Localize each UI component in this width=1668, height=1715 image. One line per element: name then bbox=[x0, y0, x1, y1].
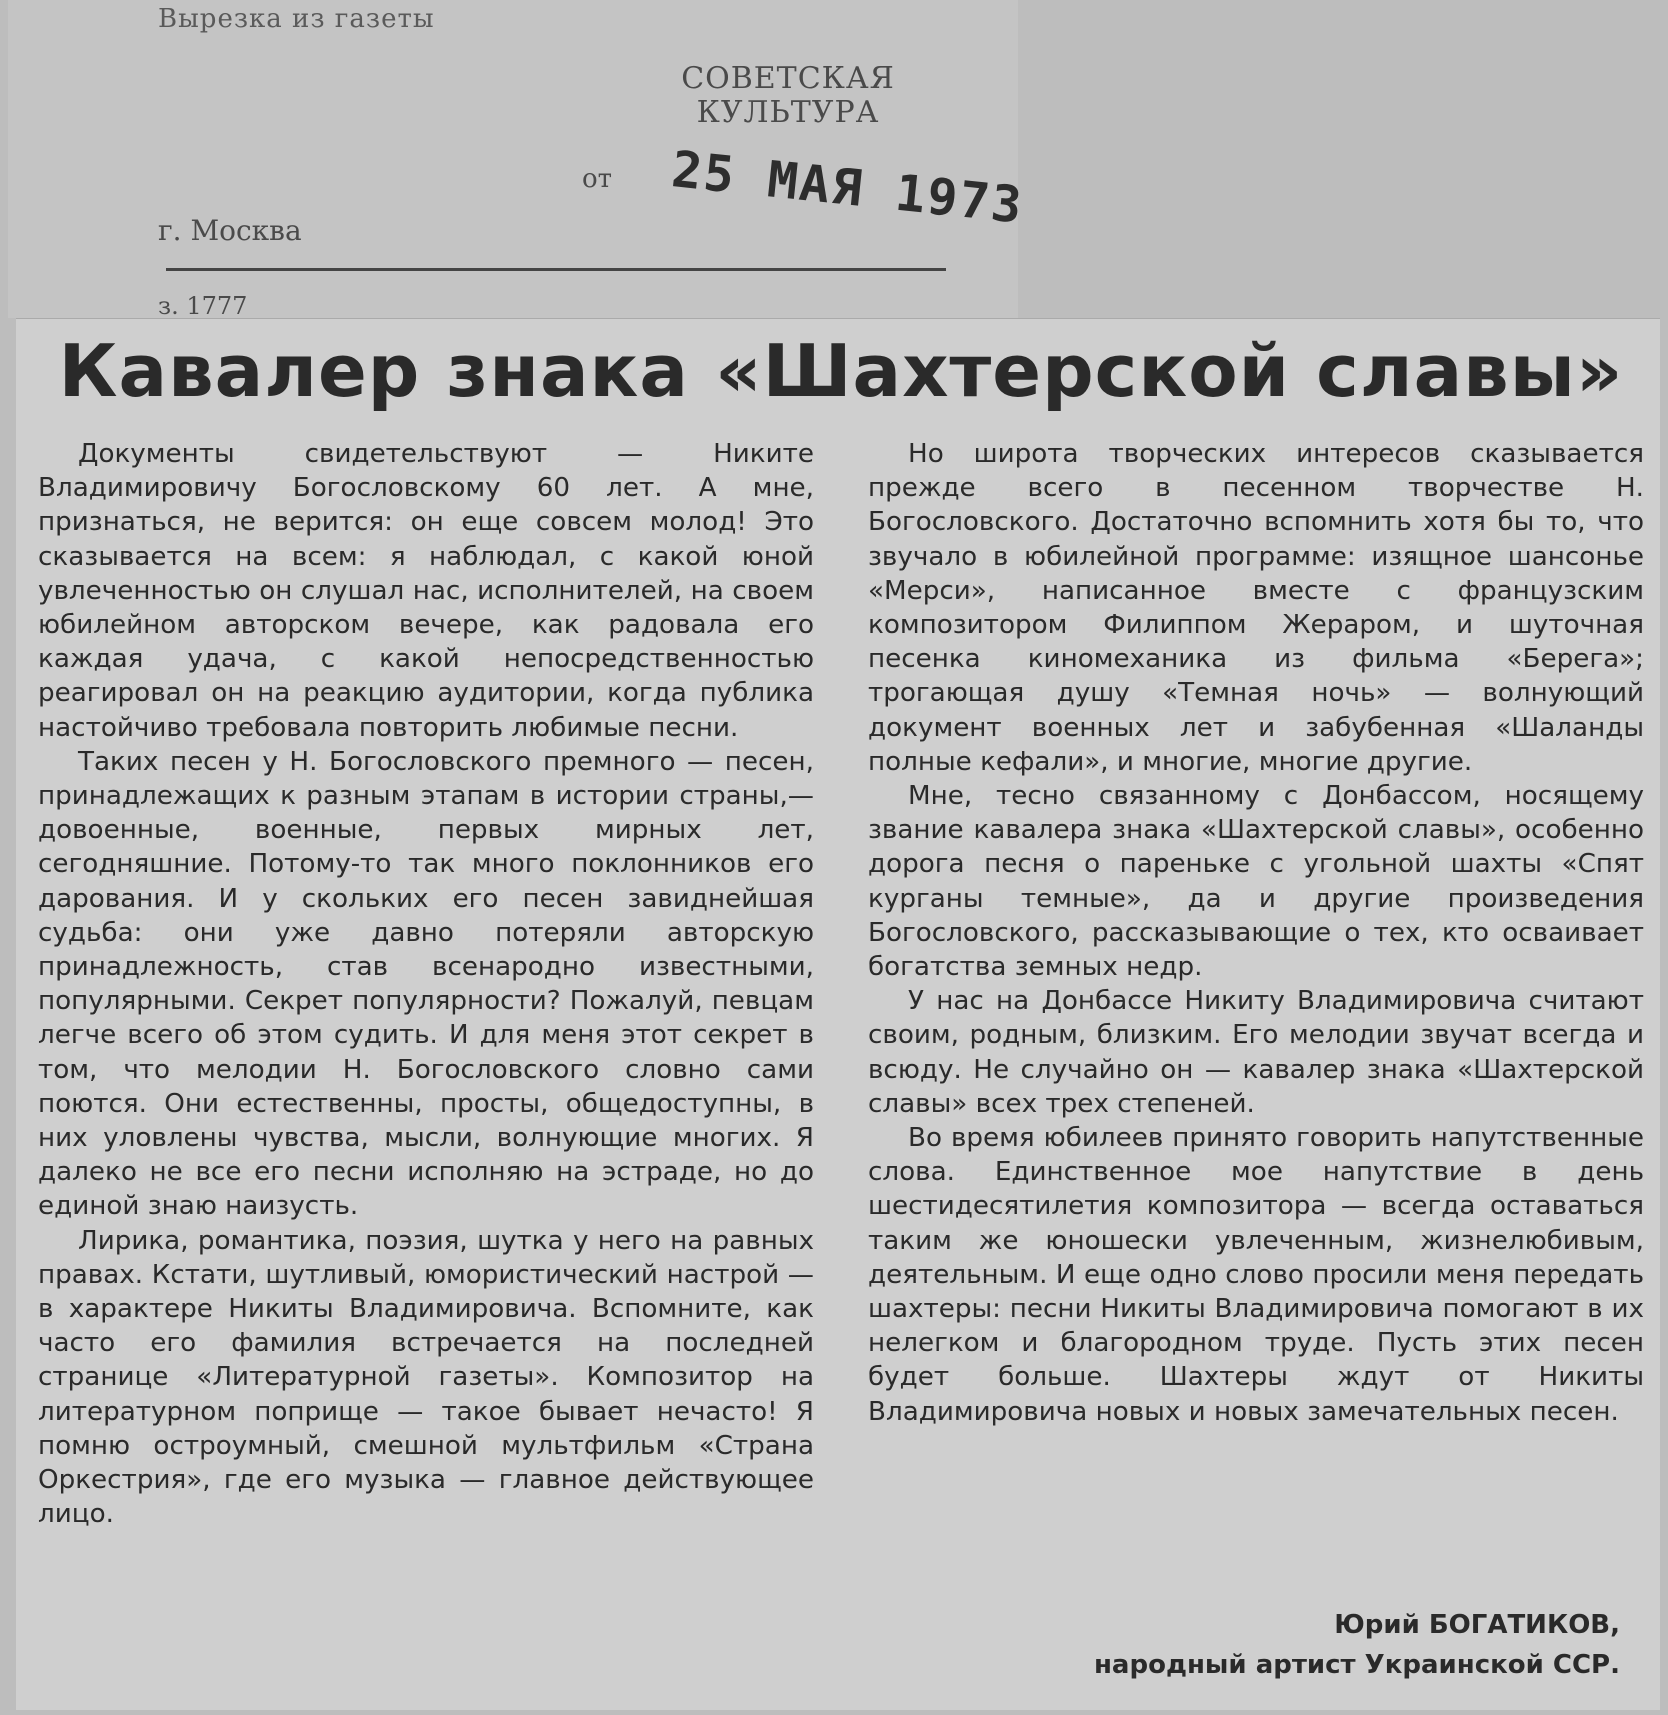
paragraph: Лирика, романтика, поэзия, шутка у него на равных правах. Кстати, шутливый, юмористический настрой — в характере Никиты Владимировича. Вспомните, как часто его фамилия встречается на последней странице «Литературной газеты». Композитор на литературном поприще — такое бывает нечасто! Я помню остроумный, смешной мультфильм «Страна Оркестрия», где его музыка — главное действующее лицо. bbox=[38, 1225, 814, 1530]
paragraph: Документы свидетельствуют — Никите Владимировичу Богословскому 60 лет. А мне, признаться, не верится: он еще совсем молод! Это сказывается на всем: я наблюдал, с какой юной увлеченностью он слушал нас, исполнителей, на своем юбилейном авторском вечере, как радовала его каждая удача, с какой непосредственностью реагировал он на реакцию аудитории, когда публика настойчиво требовала повторить любимые песни. bbox=[38, 439, 814, 743]
article bbox=[16, 318, 1660, 1710]
paragraph: У нас на Донбассе Никиту Владимировича считают своим, родным, близким. Его мелодии звучат всегда и всюду. Не случайно он — кавалер знака «Шахтерской славы» всех трех степеней. bbox=[868, 986, 1644, 1119]
right-column bbox=[868, 437, 1644, 1429]
left-column bbox=[38, 437, 814, 1532]
date-prefix: от bbox=[582, 164, 613, 194]
newspaper-name bbox=[668, 62, 908, 130]
author-name: Юрий БОГАТИКОВ, bbox=[1334, 1610, 1620, 1640]
paragraph: Таких песен у Н. Богословского премного — песен, принадлежащих к разным этапам в истории страны,— довоенные, военные, первых мирных лет, сегодняшние. Потому-то так много поклонников его дарования. И у скольких его песен завиднейшая судьба: они уже давно потеряли авторскую принадлежность, став всенародно известными, популярными. Секрет популярности? Пожалуй, певцам легче всего об этом судить. И для меня этот секрет в том, что мелодии Н. Богословского словно сами поются. Они естественны, просты, общедоступны, в них уловлены чувства, мысли, волнующие многих. Я далеко не все его песни исполняю на эстраде, но до единой знаю наизусть. bbox=[38, 746, 814, 1222]
headline: Кавалер знака «Шахтерской славы» bbox=[58, 329, 1624, 413]
clipping-label: Вырезка из газеты bbox=[158, 4, 435, 34]
author-title: народный артист Украинской ССР. bbox=[1093, 1650, 1620, 1680]
clipping-header bbox=[8, 0, 1027, 318]
paragraph: Во время юбилеев принято говорить напутственные слова. Единственное мое напутствие в день шестидесятилетия композитора — всегда оставаться таким же юношески увлеченным, жизнелюбивым, деятельным. И еще одно слово просили меня передать шахтеры: песни Никиты Владимировича помогают в их нелегком и благородном труде. Пусть этих песен будет больше. Шахтеры ждут от Никиты Владимировича новых и новых замечательных песен. bbox=[868, 1123, 1644, 1427]
city: г. Москва bbox=[158, 214, 302, 247]
author-signature bbox=[920, 1605, 1620, 1685]
newspaper-name-line1: СОВЕТСКАЯ bbox=[681, 61, 895, 96]
date-stamp: 25 МАЯ 1973 bbox=[668, 140, 1027, 235]
order-number: з. 1777 bbox=[158, 292, 248, 318]
divider bbox=[166, 268, 946, 271]
paragraph: Но широта творческих интересов сказывается прежде всего в песенном творчестве Н. Богословского. Достаточно вспомнить хотя бы то, что звучало в юбилейной программе: изящное шансонье «Мерси», написанное вместе с французским композитором Филиппом Жераром, и шуточная песенка киномеханика из фильма «Берега»; трогающая душу «Темная ночь» — волнующий документ военных лет и забубенная «Шаланды полные кефали», и многие, многие другие. bbox=[868, 439, 1644, 777]
paragraph: Мне, тесно связанному с Донбассом, носящему звание кавалера знака «Шахтерской славы», особенно дорога песня о пареньке с угольной шахты «Спят курганы темные», да и другие произведения Богословского, рассказывающие о тех, кто осваивает богатства земных недр. bbox=[868, 781, 1644, 983]
newspaper-name-line2: КУЛЬТУРА bbox=[696, 95, 880, 130]
